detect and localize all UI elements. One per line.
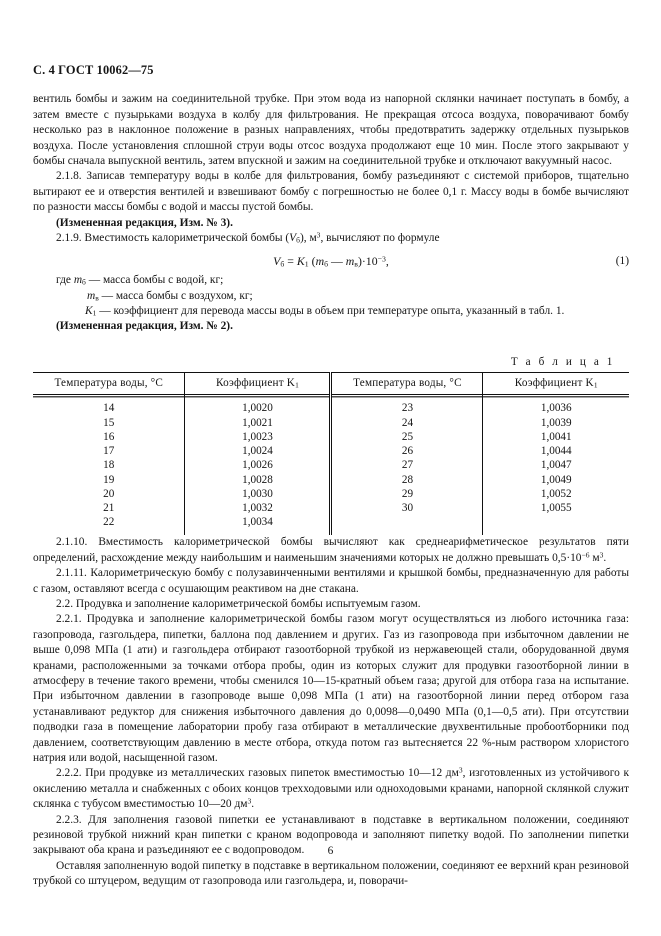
header-coefficient-left (185, 373, 331, 395)
def2-sub: в (95, 293, 99, 303)
table-cell-value: 27 (401, 459, 414, 472)
p219-lead: 2.1.9. Вместимость калориметрической бомбы ( (56, 232, 290, 245)
paragraph-2-1-10 (33, 535, 629, 566)
paragraph-2-2-4: Оставляя заполненную водой пипетку в подставке в вертикальном положении, соединяют ее верхний кран резиновой трубкой со штуцером, ведущим от газопровода или газгольдера, и, поворачи- (33, 859, 629, 888)
paragraph-2-1-8: 2.1.8. Записав температуру воды в колбе для фильтрования, бомбу разъединяют с системой приборов, тщательно вытирают ее и отверстия вентилей и взвешивают бомбу с погрешностью не более 0,1 г. Массу воды в бомбе вычисляют по разности массы бомбы с водой и массы пустой бомбы. (33, 170, 629, 214)
table-cell-value: 1,0044 (540, 445, 572, 458)
paragraph-intro: вентиль бомбы и зажим на соединительной трубке. При этом вода из напорной склянки начинает поступать в бомбу, а затем вместе с пузырьками воздуха в колбу для фильтрования. Не прекращая отсоса воздуха, поворачивают бомбу несколько раз в наклонное положение в разных направлениях, чтобы предотвратить задержку отдельных пузырьков воздуха. После установления сплошной струи воды отсос воздуха продолжают еще 10 мин. После этого закрывают у бомбы сначала выпускной вентиль, затем впускной и зажим на соединительной трубке и отключают вакуумный насос. (33, 93, 629, 168)
table-cell-value: 15 (103, 416, 115, 429)
table-body (33, 395, 629, 535)
table-cell-value: 25 (401, 430, 414, 443)
cell-coefficients-left (185, 395, 331, 535)
table-cell-value: 1,0052 (540, 487, 572, 500)
table-cell-value: 28 (401, 473, 414, 486)
def3-sub: 1 (92, 308, 97, 318)
p2110-tail: м (589, 551, 600, 564)
formula-minus: — (328, 254, 346, 269)
formula-V-sub: б (280, 260, 285, 270)
formula-1 (33, 253, 629, 269)
table-cell-value: 1,0020 (242, 402, 273, 415)
formula-m1-sub: б (324, 260, 329, 270)
header-coef-right-sub: 1 (593, 381, 598, 391)
def2-text: — масса бомбы с воздухом, кг; (98, 289, 253, 302)
stack-coefficients-left (185, 395, 329, 535)
formula-m2-sub: в (354, 260, 358, 270)
formula-m2: m (345, 254, 355, 269)
minus-six-superscript: −6 (581, 550, 590, 560)
formula-open-paren: ( (308, 254, 316, 269)
table-header (33, 373, 629, 395)
table-cell-value: 19 (103, 473, 115, 486)
cubic-superscript-4: 3 (247, 796, 252, 806)
header-coefficient-right (483, 373, 629, 395)
cubic-superscript-2: 3 (599, 550, 604, 560)
formula-def-1 (33, 273, 629, 288)
table-cell-value: 1,0026 (242, 459, 273, 472)
table-cell-value: 1,0034 (242, 516, 273, 529)
running-head: С. 4 ГОСТ 10062—75 (33, 63, 154, 77)
formula-var-V-sub: б (296, 235, 300, 245)
table-cell-value: 16 (103, 430, 115, 443)
table-cell-value: 21 (103, 501, 115, 514)
table-cell-value: 1,0055 (540, 501, 572, 514)
stack-temperatures-left (33, 395, 184, 535)
stack-temperatures-right (332, 395, 482, 521)
page-content (33, 0, 629, 890)
formula-equals: = (284, 254, 297, 269)
table-cell-value: 1,0036 (540, 402, 572, 415)
p2110-period: . (603, 551, 607, 564)
p222-b: , изготовленных из устойчивого к окислению металла и снабженных с обоих концов трехходовыми или одноходовыми кранами, напорной склянкой служит склянка с тубусом вместимостью 10—20 дм (33, 767, 629, 811)
page-number: 6 (327, 845, 334, 857)
table-cell-value: 1,0041 (540, 430, 572, 443)
note-izm-2: (Измененная редакция, Изм. № 2). (56, 320, 233, 333)
paragraph-2-2-3: 2.2.3. Для заполнения газовой пипетки ее устанавливают в подставке в вертикальном положении, соединяют резиновой трубкой нижний кран пипетки с краном водопровода и заполняют пипетку водой. По заполнении пипетки закрывают оба крана и разъединяют ее с водопроводом. (33, 813, 629, 857)
formula-comma: , (385, 254, 389, 269)
def3-var: K (85, 304, 93, 317)
coefficient-table (33, 372, 629, 535)
paragraph-2-2-2 (33, 766, 629, 812)
table-row (33, 395, 629, 535)
stack-coefficients-right (483, 395, 629, 521)
table-cell-value: 17 (103, 445, 115, 458)
def1-sub: б (82, 278, 86, 288)
formula-K: K (296, 254, 305, 269)
paragraph-2-1-9 (33, 231, 629, 246)
header-coef-left-sub: 1 (295, 381, 299, 391)
table-cell-value: 1,0039 (540, 416, 572, 429)
header-temperature-right: Температура воды, °С (331, 373, 483, 395)
p222-c: . (251, 798, 255, 811)
def2-var: m (87, 289, 96, 302)
formula-def-3 (33, 304, 629, 319)
table-cell-value: 1,0047 (540, 459, 572, 472)
formula-close-paren: )·10 (357, 254, 378, 269)
def1-var: m (73, 274, 83, 287)
table-header-row (33, 373, 629, 395)
table-cell-value: 18 (103, 459, 115, 472)
p219-mid: ), м (299, 232, 317, 245)
table-cell-value: 24 (401, 416, 414, 429)
formula-exponent: −3 (377, 254, 386, 264)
p2110-text: 2.1.10. Вместимость калориметрической бомбы вычисляют как среднеарифметическое результатов пяти определений, расхождение между наибольшим и наименьшим значениями которых не должно превышать 0,5·10 (33, 536, 629, 564)
formula-V: V (273, 254, 281, 269)
paragraph-2-2: 2.2. Продувка и заполнение калориметрической бомбы испытуемым газом. (56, 597, 421, 610)
header-coef-left-text: Коэффициент K (215, 377, 296, 390)
cubic-superscript: 3 (316, 230, 321, 240)
paragraph-2-2-1: 2.2.1. Продувка и заполнение калориметрической бомбы газом могут осуществляться из любого источника газа: газопровода, газгольдера, пипетки, баллона под давлением и других. Газ из газопровода при избыточном давлении не выше 0,098 МПа (1 ати) и газгольдера отбирают газоотборной трубкой из нержавеющей стали, оборудованной двумя кранами, расположенными за точками отбора пробы, один из которых служит для продувки газоотборной линии в атмосферу в течение такого времени, чтобы сменился 10—15-кратный объем газа; другой для отбора газа на испытание. При избыточном давлении в газопроводе выше 0,098 МПа (1 ати) на газоотборной линии перед отбором газа устанавливают редуктор для снижения избыточного давления до 0,0098—0,0490 МПа (0,1—0,5 ати). При отсутствии подводки газа в помещение лаборатории пробу газа отбирают в металлические двухвентильные пробоотборники под давлением, соответствующим давлению в месте отбора, откуда потом газ вытесняется 22 %-ным раствором хлористого натрия или водой, насыщенной газом. (33, 613, 629, 764)
cell-temperatures-left (33, 395, 185, 535)
formula-number: (1) (615, 255, 629, 268)
p219-tail: , вычисляют по формуле (320, 232, 440, 245)
where-word: где (56, 274, 74, 287)
def3-text: — коэффициент для перевода массы воды в объем при температуре опыта, указанный в табл. 1. (96, 304, 565, 317)
formula-def-2 (33, 289, 629, 304)
table-cell-value: 14 (103, 402, 115, 415)
table-cell-value: 1,0024 (242, 445, 273, 458)
table-cell-value: 1,0030 (242, 487, 273, 500)
table-cell-value: 23 (401, 402, 414, 415)
table-cell-value: 20 (103, 487, 115, 500)
p222-a: 2.2.2. При продувке из металлических газовых пипеток вместимостью 10—12 дм (56, 767, 459, 780)
cell-coefficients-right (483, 395, 629, 535)
header-coef-right-text: Коэффициент K (514, 377, 594, 390)
table-cell-value: 1,0028 (242, 473, 273, 486)
cubic-superscript-3: 3 (458, 765, 463, 775)
def1-text: — масса бомбы с водой, кг; (85, 274, 224, 287)
formula-K-sub: 1 (304, 260, 309, 270)
table-cell-value: 1,0023 (242, 430, 273, 443)
paragraph-2-1-11: 2.1.11. Калориметрическую бомбу с полузавинченными вентилями и крышкой бомбы, предназначенную для работы с газом, оставляют всегда с осушающим реактивом на дне стакана. (33, 567, 629, 595)
cell-temperatures-right (331, 395, 483, 535)
table-cell-value: 30 (401, 501, 414, 514)
table-cell-value: 1,0049 (540, 473, 572, 486)
note-izm-3: (Измененная редакция, Изм. № 3). (56, 216, 233, 229)
formula-m1: m (315, 254, 325, 269)
table-caption: Т а б л и ц а 1 (510, 356, 615, 369)
table-cell-value: 1,0021 (242, 416, 273, 429)
table-cell-value: 26 (401, 445, 414, 458)
table-cell-value: 22 (103, 516, 115, 529)
formula-var-V: V (289, 232, 297, 245)
header-temperature-left: Температура воды, °С (33, 373, 185, 395)
table-cell-value: 1,0032 (242, 501, 273, 514)
table-cell-value: 29 (401, 487, 414, 500)
